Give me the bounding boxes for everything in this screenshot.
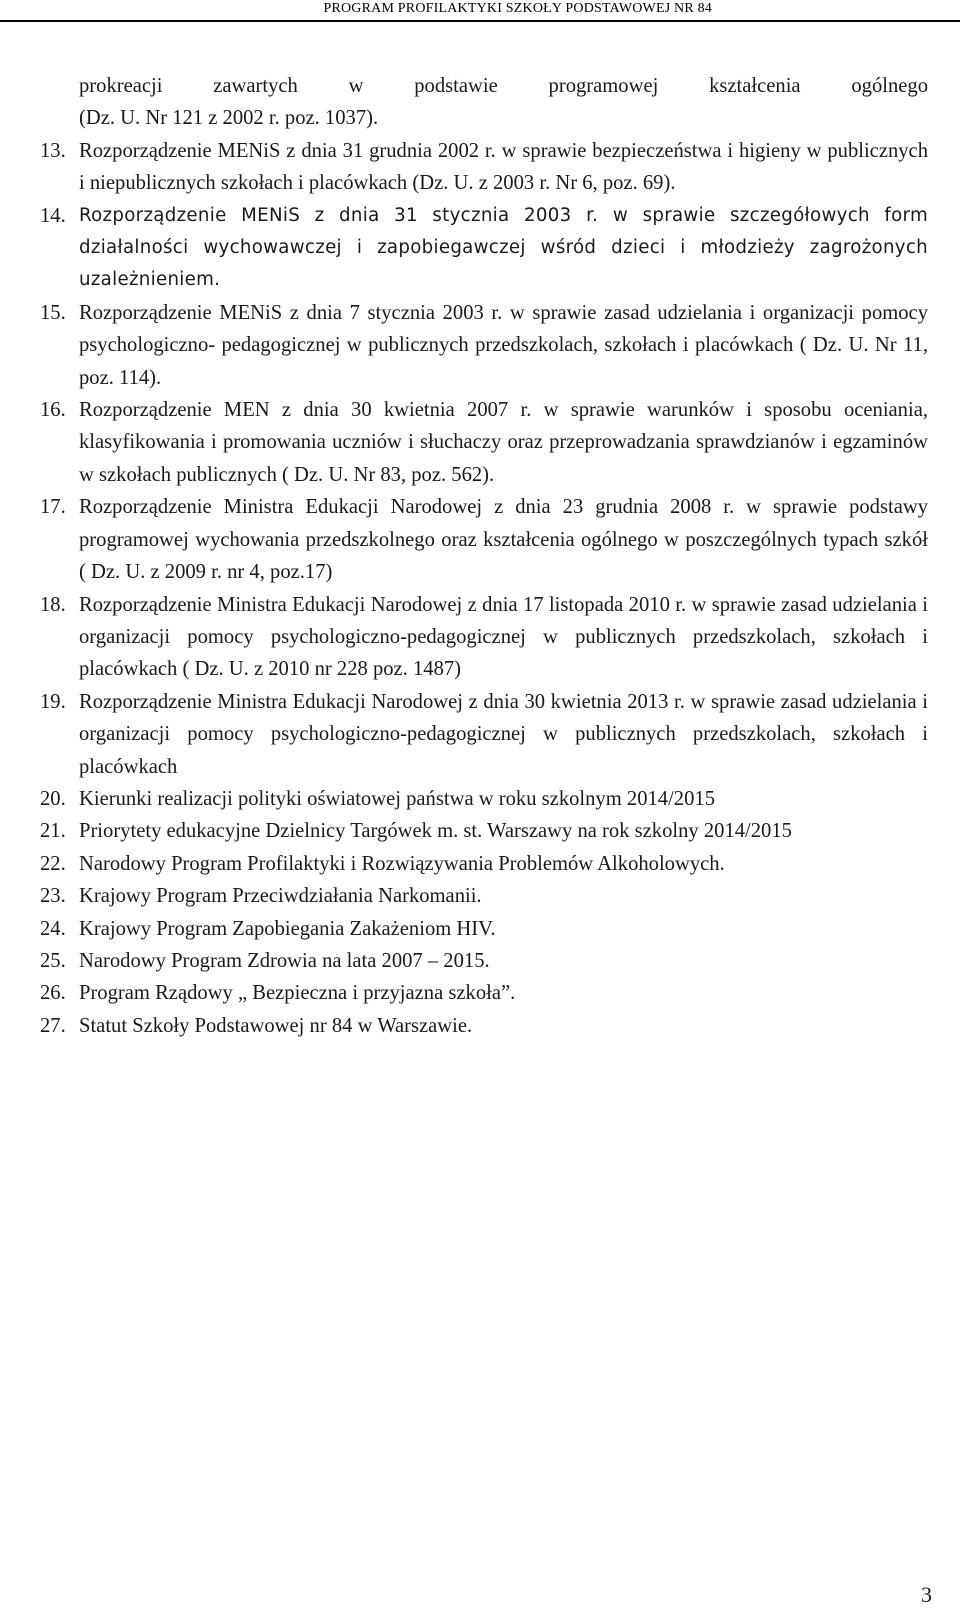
list-item: [40, 297, 928, 394]
list-item: [40, 491, 928, 588]
list-item-text: Krajowy Program Przeciwdziałania Narkomanii.: [79, 885, 482, 908]
list-item-text: Kierunki realizacji polityki oświatowej państwa w roku szkolnym 2014/2015: [79, 787, 715, 810]
list-item-number: 16.: [40, 399, 66, 422]
list-item-text: Rozporządzenie MENiS z dnia 7 stycznia 2003 r. w sprawie zasad udzielania i organizacji pomocy psychologiczno- pedagogicznej w publicznych przedszkolach, szkołach i placówkach ( Dz. U. Nr 11, poz. 114).: [79, 301, 928, 389]
list-item: [40, 913, 928, 945]
list-item-text: Priorytety edukacyjne Dzielnicy Targówek m. st. Warszawy na rok szkolny 2014/2015: [79, 820, 792, 843]
list-item-text: Statut Szkoły Podstawowej nr 84 w Warszawie.: [79, 1014, 473, 1037]
list-item: [40, 880, 928, 912]
list-item-number: 22.: [40, 852, 66, 875]
list-item: [40, 945, 928, 977]
list-item-text: Rozporządzenie MENiS z dnia 31 stycznia 2003 r. w sprawie szczegółowych form działalności wychowawczej i zapobiegawczej wśród dzieci i młodzieży zagrożonych uzależnieniem.: [79, 204, 928, 291]
list-item-number: 21.: [40, 820, 66, 843]
page-header: [0, 0, 960, 22]
list-item-number: 25.: [40, 949, 66, 972]
list-item-number: 19.: [40, 690, 66, 713]
document-body: [40, 70, 928, 1042]
list-item-number: 17.: [40, 496, 66, 519]
list-item: [40, 200, 928, 297]
list-item-text: Narodowy Program Profilaktyki i Rozwiązywania Problemów Alkoholowych.: [79, 852, 725, 875]
list-item-number: 18.: [40, 593, 66, 616]
list-item: [40, 848, 928, 880]
list-item-text: Rozporządzenie Ministra Edukacji Narodowej z dnia 17 listopada 2010 r. w sprawie zasad udzielania i organizacji pomocy psychologiczno-pedagogicznej w publicznych przedszkolach, szkołach i placówkach ( Dz. U. z 2010 nr 228 poz. 1487): [79, 593, 928, 681]
list-item-number: 15.: [40, 301, 66, 324]
list-item-text: Program Rządowy „ Bezpieczna i przyjazna szkoła”.: [79, 982, 516, 1005]
continuation-line-2: (Dz. U. Nr 121 z 2002 r. poz. 1037).: [79, 107, 379, 130]
list-item: [40, 977, 928, 1009]
list-item-text: Rozporządzenie MENiS z dnia 31 grudnia 2002 r. w sprawie bezpieczeństwa i higieny w publicznych i niepublicznych szkołach i placówkach (Dz. U. z 2003 r. Nr 6, poz. 69).: [79, 139, 928, 195]
list-item-number: 14.: [40, 204, 66, 227]
list-item: [40, 394, 928, 491]
list-item-text: Rozporządzenie Ministra Edukacji Narodowej z dnia 23 grudnia 2008 r. w sprawie podstawy programowej wychowania przedszkolnego oraz kształcenia ogólnego w poszczególnych typach szkół ( Dz. U. z 2009 r. nr 4, poz.17): [79, 496, 928, 584]
list-item-text: Rozporządzenie MEN z dnia 30 kwietnia 2007 r. w sprawie warunków i sposobu oceniania, klasyfikowania i promowania uczniów i słuchaczy oraz przeprowadzania sprawdzianów i egzaminów w szkołach publicznych ( Dz. U. Nr 83, poz. 562).: [79, 399, 928, 486]
list-item-number: 27.: [40, 1014, 66, 1037]
list-item-text: Narodowy Program Zdrowia na lata 2007 – 2015.: [79, 949, 490, 972]
list-item-number: 20.: [40, 787, 66, 810]
list-item-text: Rozporządzenie Ministra Edukacji Narodowej z dnia 30 kwietnia 2013 r. w sprawie zasad udzielania i organizacji pomocy psychologiczno-pedagogicznej w publicznych przedszkolach, szkołach i placówkach: [79, 690, 928, 778]
header-rule: [0, 20, 960, 22]
header-title: PROGRAM PROFILAKTYKI SZKOŁY PODSTAWOWEJ NR 84: [323, 1, 712, 16]
list-item-number: 24.: [40, 917, 66, 940]
continuation-line-1: prokreacji zawartych w podstawie programowej kształcenia ogólnego: [79, 75, 928, 97]
list-item: [40, 589, 928, 686]
list-item: [40, 135, 928, 200]
list-item: [40, 783, 928, 815]
list-item-number: 26.: [40, 982, 66, 1005]
list-item: [40, 815, 928, 847]
list-item: [40, 686, 928, 783]
page-number: 3: [921, 1582, 932, 1607]
list-item-text: Krajowy Program Zapobiegania Zakażeniom HIV.: [79, 917, 496, 940]
list-item-number: 23.: [40, 885, 66, 908]
list-item-number: 13.: [40, 139, 66, 162]
list-item: [40, 1010, 928, 1042]
